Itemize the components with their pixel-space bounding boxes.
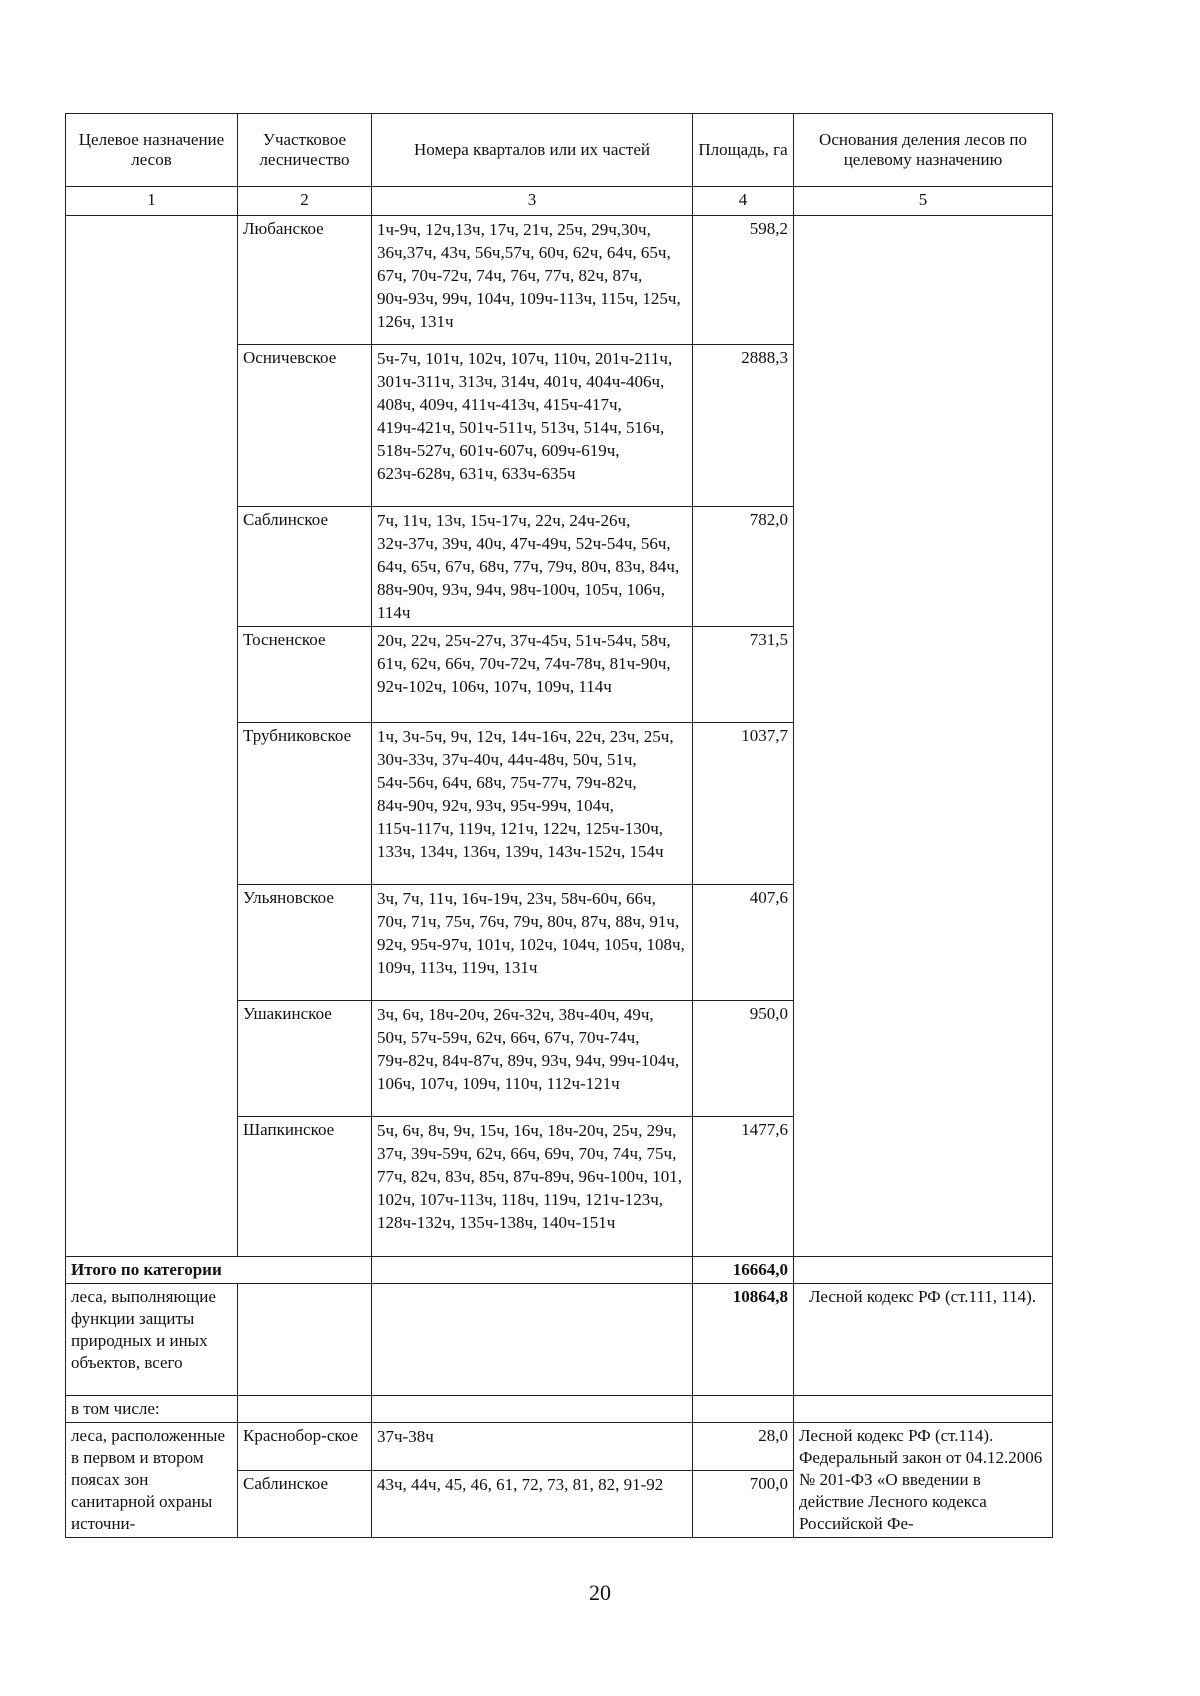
area-value: 731,5 bbox=[693, 627, 794, 723]
column-number-row bbox=[66, 187, 1053, 216]
column-number: 2 bbox=[238, 187, 372, 216]
quarter-numbers: 5ч, 6ч, 8ч, 9ч, 15ч, 16ч, 18ч-20ч, 25ч, 29ч, 37ч, 39ч-59ч, 62ч, 66ч, 69ч, 70ч, 74ч, 75ч, 77ч, 82ч, 83ч, 85ч, 87ч-89ч, 96ч-100ч, 101, 102ч, 107ч-113ч, 118ч, 119ч, 121ч-123ч, 128ч-132ч, 135ч-138ч, 140ч-151ч bbox=[372, 1117, 693, 1257]
quarter-numbers: 5ч-7ч, 101ч, 102ч, 107ч, 110ч, 201ч-211ч, 301ч-311ч, 313ч, 314ч, 401ч, 404ч-406ч, 408ч, 409ч, 411ч-413ч, 415ч-417ч, 419ч-421ч, 501ч-511ч, 513ч, 514ч, 516ч, 518ч-527ч, 601ч-607ч, 609ч-619ч, 623ч-628ч, 631ч, 633ч-635ч bbox=[372, 345, 693, 507]
sanitary-row bbox=[66, 1423, 1053, 1471]
empty-cell bbox=[372, 1284, 693, 1396]
forestry-name: Краснобор-ское bbox=[238, 1423, 372, 1471]
empty-cell bbox=[693, 1396, 794, 1423]
sanitary-label: леса, расположенные в первом и втором поясах зон санитарной охраны источни- bbox=[66, 1423, 238, 1538]
column-number: 4 bbox=[693, 187, 794, 216]
protection-row bbox=[66, 1284, 1053, 1396]
column-number: 3 bbox=[372, 187, 693, 216]
forestry-name: Ушакинское bbox=[238, 1001, 372, 1117]
including-row bbox=[66, 1396, 1053, 1423]
forestry-name: Трубниковское bbox=[238, 723, 372, 885]
page-number: 20 bbox=[589, 1580, 611, 1605]
protection-label: леса, выполняющие функции защиты природных и иных объектов, всего bbox=[66, 1284, 238, 1396]
empty-cell bbox=[794, 1257, 1053, 1284]
quarter-numbers: 20ч, 22ч, 25ч-27ч, 37ч-45ч, 51ч-54ч, 58ч, 61ч, 62ч, 66ч, 70ч-72ч, 74ч-78ч, 81ч-90ч, 92ч-102ч, 106ч, 107ч, 109ч, 114ч bbox=[372, 627, 693, 723]
column-number: 1 bbox=[66, 187, 238, 216]
quarter-numbers: 43ч, 44ч, 45, 46, 61, 72, 73, 81, 82, 91-92 bbox=[372, 1471, 693, 1538]
empty-cell bbox=[794, 1396, 1053, 1423]
forestry-name: Саблинское bbox=[238, 1471, 372, 1538]
empty-cell bbox=[238, 1396, 372, 1423]
quarter-numbers: 37ч-38ч bbox=[372, 1423, 693, 1471]
area-value: 2888,3 bbox=[693, 345, 794, 507]
forestry-name: Шапкинское bbox=[238, 1117, 372, 1257]
forestry-name: Любанское bbox=[238, 216, 372, 345]
header-area: Площадь, га bbox=[693, 114, 794, 187]
area-value: 598,2 bbox=[693, 216, 794, 345]
header-quarters: Номера кварталов или их частей bbox=[372, 114, 693, 187]
quarter-numbers: 1ч-9ч, 12ч,13ч, 17ч, 21ч, 25ч, 29ч,30ч, 36ч,37ч, 43ч, 56ч,57ч, 60ч, 62ч, 64ч, 65ч, 67ч, 70ч-72ч, 74ч, 76ч, 77ч, 82ч, 87ч, 90ч-93ч, 99ч, 104ч, 109ч-113ч, 115ч, 125ч, 126ч, 131ч bbox=[372, 216, 693, 345]
empty-cell bbox=[372, 1257, 693, 1284]
quarter-numbers: 7ч, 11ч, 13ч, 15ч-17ч, 22ч, 24ч-26ч, 32ч-37ч, 39ч, 40ч, 47ч-49ч, 52ч-54ч, 56ч, 64ч, 65ч, 67ч, 68ч, 77ч, 79ч, 80ч, 83ч, 84ч, 88ч-90ч, 93ч, 94ч, 98ч-100ч, 105ч, 106ч, 114ч bbox=[372, 507, 693, 627]
area-value: 700,0 bbox=[693, 1471, 794, 1538]
including-label: в том числе: bbox=[66, 1396, 238, 1423]
forestry-name: Тосненское bbox=[238, 627, 372, 723]
quarter-numbers: 1ч, 3ч-5ч, 9ч, 12ч, 14ч-16ч, 22ч, 23ч, 25ч, 30ч-33ч, 37ч-40ч, 44ч-48ч, 50ч, 51ч, 54ч-56ч, 64ч, 68ч, 75ч-77ч, 79ч-82ч, 84ч-90ч, 92ч, 93ч, 95ч-99ч, 104ч, 115ч-117ч, 119ч, 121ч, 122ч, 125ч-130ч, 133ч, 134ч, 136ч, 139ч, 143ч-152ч, 154ч bbox=[372, 723, 693, 885]
area-value: 1477,6 bbox=[693, 1117, 794, 1257]
forestry-name: Саблинское bbox=[238, 507, 372, 627]
header-basis: Основания деления лесов по целевому назначению bbox=[794, 114, 1053, 187]
purpose-cell-empty bbox=[66, 216, 238, 1257]
area-value: 782,0 bbox=[693, 507, 794, 627]
empty-cell bbox=[238, 1284, 372, 1396]
protection-basis: Лесной кодекс РФ (ст.111, 114). bbox=[794, 1284, 1053, 1396]
area-value: 1037,7 bbox=[693, 723, 794, 885]
category-total-area: 16664,0 bbox=[693, 1257, 794, 1284]
category-total-label: Итого по категории bbox=[66, 1257, 372, 1284]
header-forestry: Участковое лесничество bbox=[238, 114, 372, 187]
protection-area: 10864,8 bbox=[693, 1284, 794, 1396]
header-row bbox=[66, 114, 1053, 187]
header-purpose: Целевое назначение лесов bbox=[66, 114, 238, 187]
table-row bbox=[66, 216, 1053, 345]
empty-cell bbox=[372, 1396, 693, 1423]
category-total-row bbox=[66, 1257, 1053, 1284]
area-value: 950,0 bbox=[693, 1001, 794, 1117]
quarter-numbers: 3ч, 6ч, 18ч-20ч, 26ч-32ч, 38ч-40ч, 49ч, 50ч, 57ч-59ч, 62ч, 66ч, 67ч, 70ч-74ч, 79ч-82ч, 84ч-87ч, 89ч, 93ч, 94ч, 99ч-104ч, 106ч, 107ч, 109ч, 110ч, 112ч-121ч bbox=[372, 1001, 693, 1117]
column-number: 5 bbox=[794, 187, 1053, 216]
quarter-numbers: 3ч, 7ч, 11ч, 16ч-19ч, 23ч, 58ч-60ч, 66ч, 70ч, 71ч, 75ч, 76ч, 79ч, 80ч, 87ч, 88ч, 91ч, 92ч, 95ч-97ч, 101ч, 102ч, 104ч, 105ч, 108ч, 109ч, 113ч, 119ч, 131ч bbox=[372, 885, 693, 1001]
area-value: 28,0 bbox=[693, 1423, 794, 1471]
forest-purpose-table bbox=[65, 113, 1053, 1538]
forestry-name: Осничевское bbox=[238, 345, 372, 507]
area-value: 407,6 bbox=[693, 885, 794, 1001]
sanitary-basis: Лесной кодекс РФ (ст.114). Федеральный закон от 04.12.2006 № 201-ФЗ «О введении в действие Лесного кодекса Российской Фе- bbox=[794, 1423, 1053, 1538]
basis-cell-empty bbox=[794, 216, 1053, 1257]
forestry-name: Ульяновское bbox=[238, 885, 372, 1001]
